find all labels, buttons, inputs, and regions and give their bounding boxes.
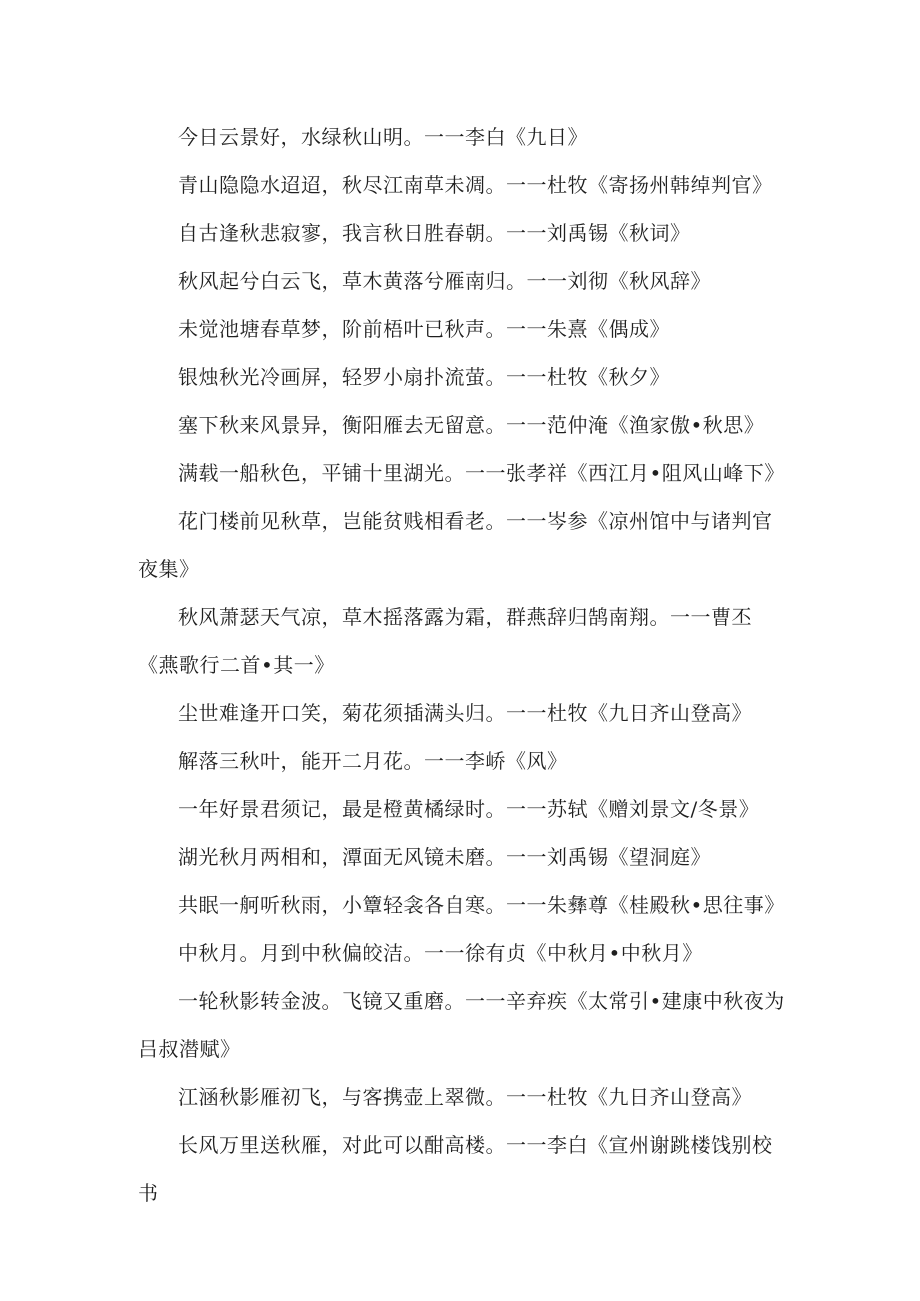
poem-line: 江涵秋影雁初飞，与客携壶上翠微。一一杜牧《九日齐山登高》 — [178, 1085, 752, 1109]
poem-line: 塞下秋来风景异，衡阳雁去无留意。一一范仲淹《渔家傲•秋思》 — [178, 413, 765, 437]
poem-line: 今日云景好，水绿秋山明。一一李白《九日》 — [178, 125, 588, 149]
poem-line: 中秋月。月到中秋偏皎洁。一一徐有贞《中秋月•中秋月》 — [178, 941, 703, 965]
poem-line: 长风万里送秋雁，对此可以酣高楼。一一李白《宣州谢跳楼饯别校书 — [138, 1133, 773, 1205]
poem-line: 一轮秋影转金波。飞镜又重磨。一一辛弃疾《太常引•建康中秋夜为吕叔潜赋》 — [138, 989, 785, 1061]
poem-line: 秋风萧瑟天气凉，草木摇落露为霜，群燕辞归鹄南翔。一一曹丕《燕歌行二首•其一》 — [138, 605, 752, 677]
poem-list — [138, 113, 788, 1217]
poem-line: 共眠一舸听秋雨，小簟轻衾各自寒。一一朱彝尊《桂殿秋•思往事》 — [178, 893, 785, 917]
poem-line: 湖光秋月两相和，潭面无风镜未磨。一一刘禹锡《望洞庭》 — [178, 845, 711, 869]
poem-line: 解落三秋叶，能开二月花。一一李峤《风》 — [178, 749, 568, 773]
poem-line: 自古逢秋悲寂寥，我言秋日胜春朝。一一刘禹锡《秋词》 — [178, 221, 691, 245]
poem-line: 未觉池塘春草梦，阶前梧叶已秋声。一一朱熹《偶成》 — [178, 317, 670, 341]
poem-line: 花门楼前见秋草，岂能贫贱相看老。一一岑参《凉州馆中与诸判官夜集》 — [138, 509, 773, 581]
poem-line: 银烛秋光冷画屏，轻罗小扇扑流萤。一一杜牧《秋夕》 — [178, 365, 670, 389]
poem-line: 尘世难逢开口笑，菊花须插满头归。一一杜牧《九日齐山登高》 — [178, 701, 752, 725]
poem-line: 青山隐隐水迢迢，秋尽江南草未凋。一一杜牧《寄扬州韩绰判官》 — [178, 173, 773, 197]
poem-line: 满载一船秋色，平铺十里湖光。一一张孝祥《西江月•阻风山峰下》 — [178, 461, 785, 485]
poem-line: 秋风起兮白云飞，草木黄落兮雁南归。一一刘彻《秋风辞》 — [178, 269, 711, 293]
poem-line: 一年好景君须记，最是橙黄橘绿时。一一苏轼《赠刘景文/冬景》 — [178, 797, 760, 821]
